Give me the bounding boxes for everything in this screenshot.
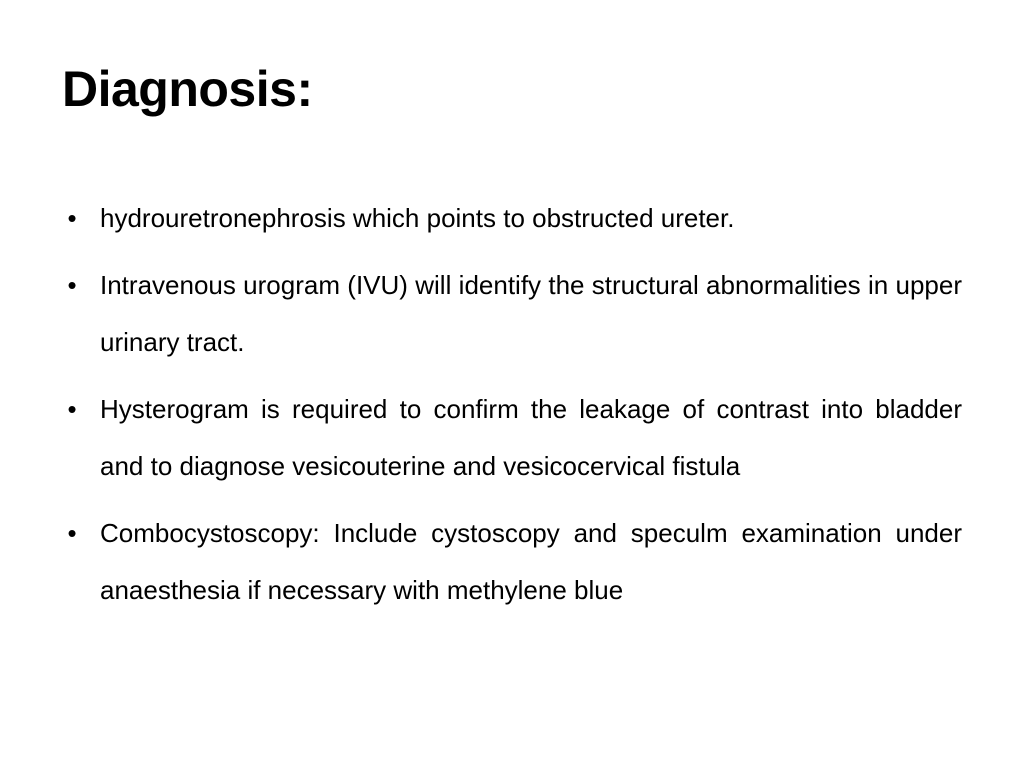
list-item <box>62 381 962 495</box>
bullet-list <box>62 190 962 619</box>
bullet-text: Intravenous urogram (IVU) will identify the structural abnormalities in upper urinary tract. <box>100 270 962 357</box>
bullet-dot-icon: • <box>67 518 77 548</box>
bullet-text: Hysterogram is required to confirm the leakage of contrast into bladder and to diagnose vesicouterine and vesicocervical fistula <box>100 394 962 481</box>
bullet-dot-icon: • <box>67 203 77 233</box>
bullet-text: Combocystoscopy: Include cystoscopy and speculm examination under anaesthesia if necessary with methylene blue <box>100 518 962 605</box>
list-item <box>62 505 962 619</box>
list-item <box>62 190 962 247</box>
bullet-dot-icon: • <box>67 394 77 424</box>
bullet-dot-icon: • <box>67 270 77 300</box>
bullet-text: hydrouretronephrosis which points to obstructed ureter. <box>100 203 735 233</box>
slide-title: Diagnosis: <box>62 61 313 117</box>
list-item <box>62 257 962 371</box>
